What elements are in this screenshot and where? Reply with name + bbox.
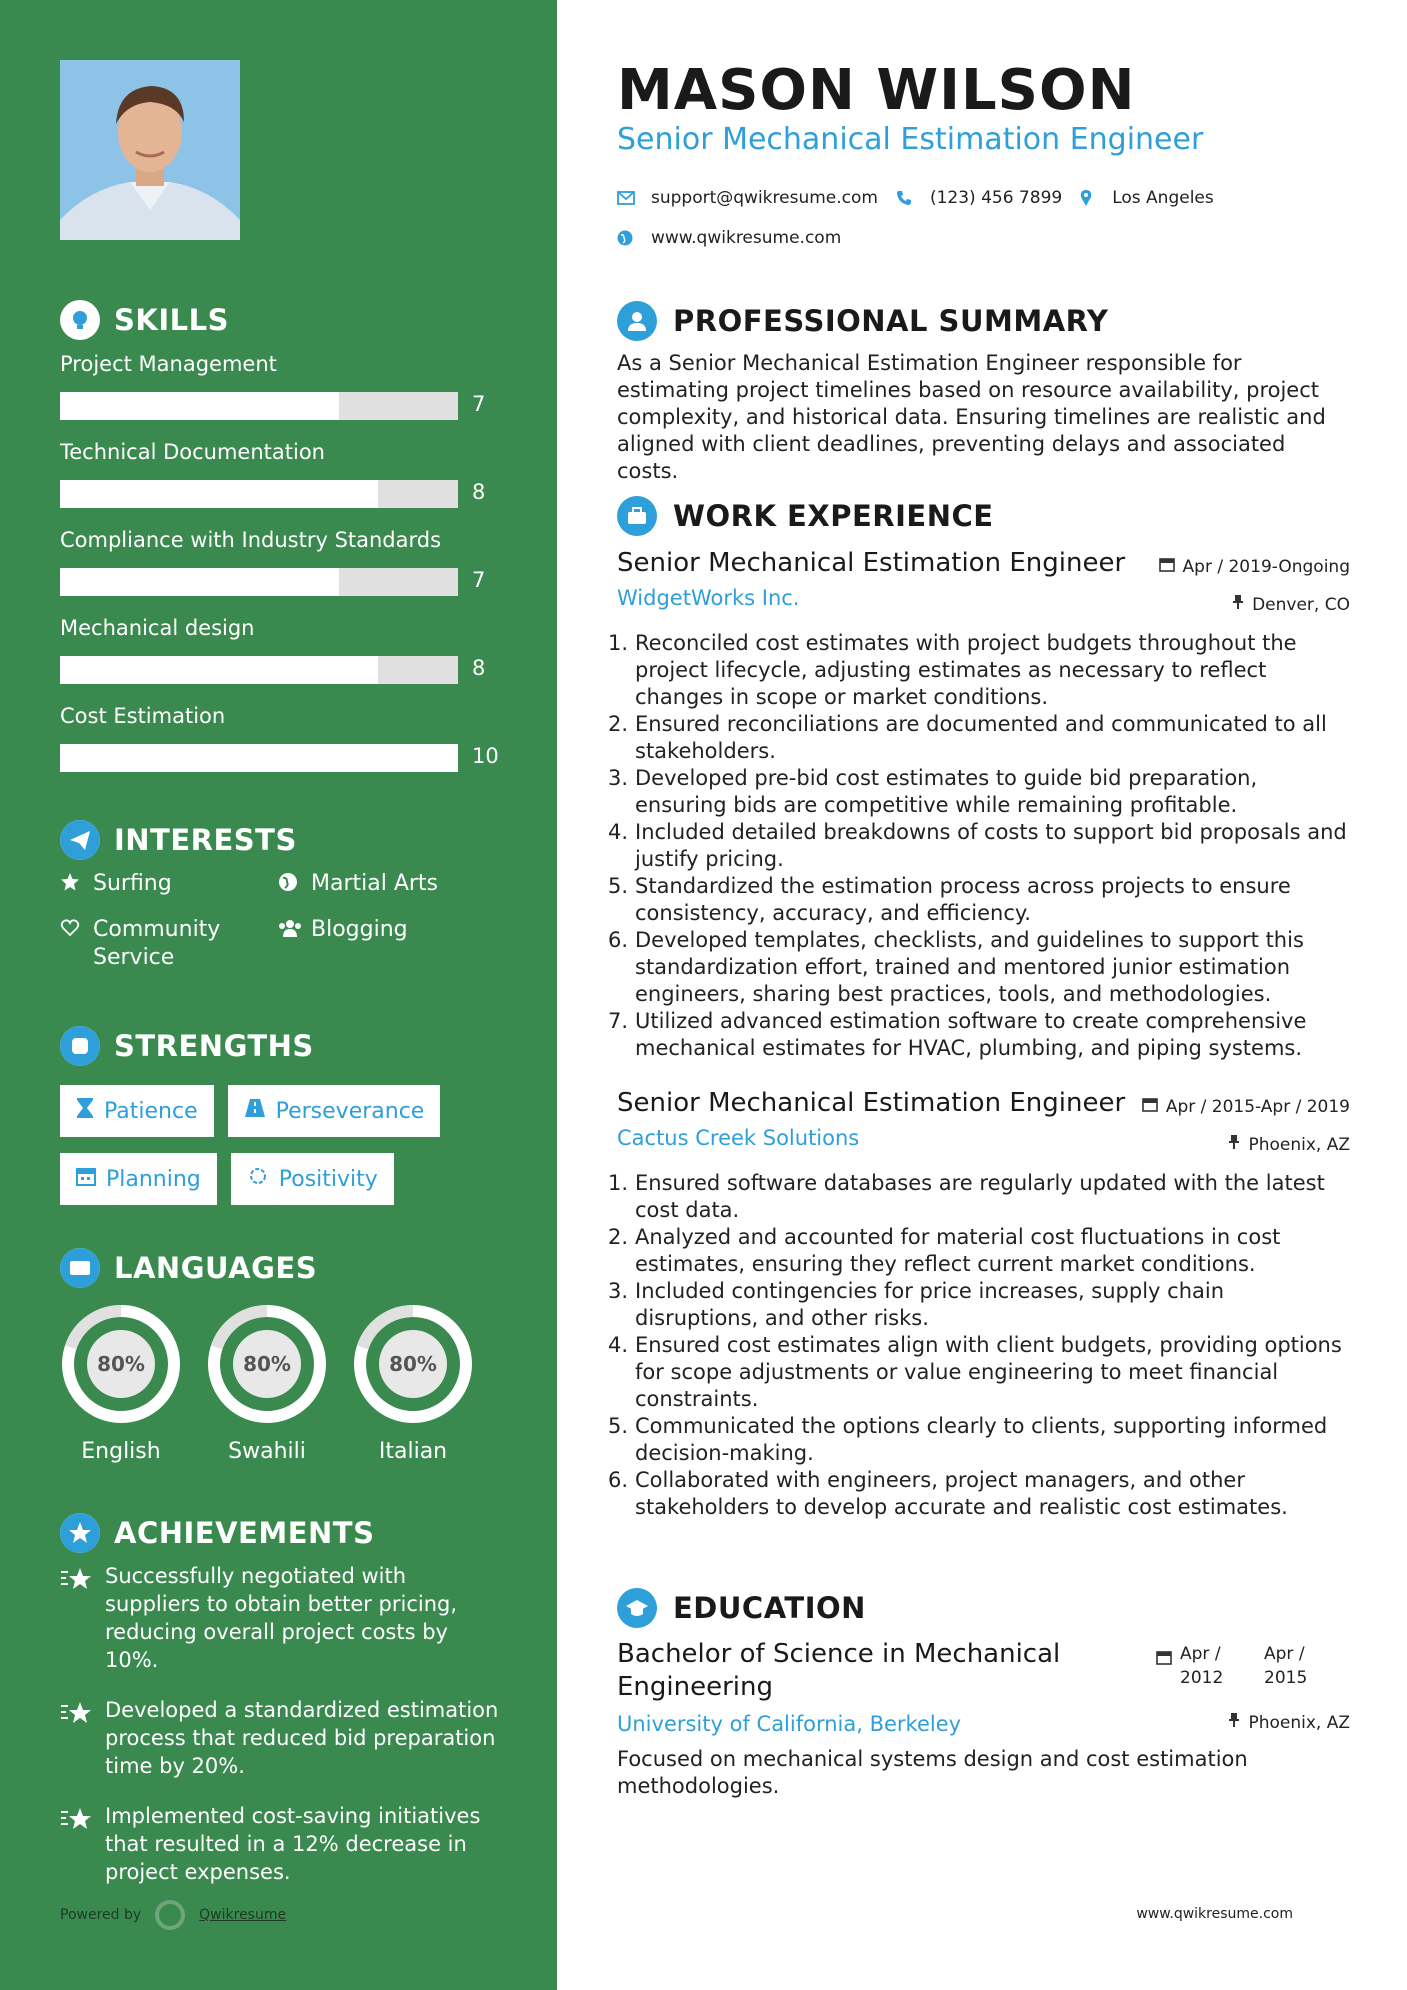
star-icon	[60, 1562, 105, 1674]
language-name: English	[81, 1439, 161, 1464]
users-icon	[278, 916, 311, 938]
strength-chip	[228, 1085, 441, 1137]
list-item: Included detailed breakdowns of costs to support bid proposals and justify pricing.	[635, 820, 1347, 871]
star-icon	[60, 1802, 105, 1886]
list-item: Ensured cost estimates align with client budgets, providing options for scope adjustments or value engineering to meet financial constraints.	[635, 1333, 1342, 1411]
interest-label: Martial Arts	[311, 871, 439, 896]
list-item: Collaborated with engineers, project managers, and other stakeholders to develop accurate and realistic cost estimates.	[635, 1468, 1288, 1519]
education-location: Phoenix, AZ	[1228, 1712, 1350, 1733]
strengths-row	[60, 1085, 490, 1137]
sidebar	[0, 0, 557, 1990]
skill-bar	[60, 656, 458, 684]
candidate-name: MASON WILSON	[617, 58, 1136, 123]
language-ring	[206, 1303, 328, 1425]
education-start: Apr / 2012	[1180, 1644, 1224, 1688]
job-responsibilities	[617, 630, 1350, 1062]
interest-label: Surfing	[93, 871, 172, 896]
job-title: Senior Mechanical Estimation Engineer	[617, 548, 1126, 578]
skill-bar	[60, 744, 458, 772]
job-title: Senior Mechanical Estimation Engineer	[617, 1088, 1126, 1118]
globe-icon	[278, 870, 311, 892]
road-icon	[244, 1098, 266, 1124]
strengths-row	[60, 1153, 490, 1205]
job-dates: Apr / 2019-Ongoing	[1159, 556, 1350, 577]
achievement-item	[60, 1802, 500, 1886]
skill-item	[60, 704, 500, 792]
website-contact[interactable]: www.qwikresume.com	[617, 228, 841, 248]
skills-heading: SKILLS	[60, 300, 229, 340]
skill-name: Cost Estimation	[60, 704, 226, 728]
achievement-item	[60, 1562, 500, 1674]
language-item	[206, 1303, 328, 1464]
skill-value: 7	[472, 568, 486, 592]
map-pin-icon	[1080, 189, 1112, 207]
phone-contact[interactable]: (123) 456 7899	[896, 188, 1062, 208]
education-description: Focused on mechanical systems design and cost estimation methodologies.	[617, 1747, 1248, 1798]
language-name: Italian	[378, 1439, 448, 1464]
job-entry	[617, 1088, 1350, 1521]
list-item: Standardized the estimation process across projects to ensure consistency, accuracy, and efficiency.	[635, 874, 1291, 925]
interest-item	[60, 916, 278, 972]
language-ring	[60, 1303, 182, 1425]
languages-heading: LANGUAGES	[60, 1248, 317, 1288]
list-item: Developed pre-bid cost estimates to guide bid preparation, ensuring bids are competitive while remaining profitable.	[635, 766, 1258, 817]
interest-label: Community Service	[93, 917, 221, 970]
list-item: Included contingencies for price increases, supply chain disruptions, and other risks.	[635, 1279, 1225, 1330]
skill-value: 8	[472, 656, 486, 680]
achievements-list	[60, 1562, 500, 1908]
skill-value: 7	[472, 392, 486, 416]
interest-item	[278, 870, 496, 898]
achievement-text: Successfully negotiated with suppliers to obtain better pricing, reducing overall project costs by 10%.	[105, 1564, 458, 1672]
strength-chip	[231, 1153, 394, 1205]
job-location: Phoenix, AZ	[1228, 1134, 1350, 1155]
pin-icon	[1228, 1712, 1240, 1733]
language-percent: 80%	[97, 1352, 145, 1376]
strength-chip	[60, 1153, 217, 1205]
candidate-title: Senior Mechanical Estimation Engineer	[617, 122, 1204, 157]
calendar-icon	[1142, 1096, 1158, 1117]
strength-chip	[60, 1085, 214, 1137]
job-entry	[617, 548, 1350, 1062]
globe-icon	[617, 230, 651, 246]
strength-label: Positivity	[278, 1166, 378, 1192]
language-percent: 80%	[389, 1352, 437, 1376]
degree: Bachelor of Science in Mechanical Engineering	[617, 1639, 1061, 1702]
skill-bar-fill	[60, 392, 339, 420]
star-icon	[60, 1696, 105, 1780]
language-item	[352, 1303, 474, 1464]
contact-info	[617, 178, 1232, 258]
strengths-heading: STRENGTHS	[60, 1026, 314, 1066]
achievement-item	[60, 1696, 500, 1780]
job-dates: Apr / 2015-Apr / 2019	[1142, 1096, 1350, 1117]
skill-item	[60, 352, 500, 440]
calendar-icon	[76, 1166, 96, 1192]
school-name: University of California, Berkeley	[617, 1712, 962, 1736]
skill-bar	[60, 480, 458, 508]
strength-label: Planning	[106, 1166, 201, 1192]
skill-value: 8	[472, 480, 486, 504]
skill-name: Technical Documentation	[60, 440, 325, 464]
interests-heading: INTERESTS	[60, 820, 297, 860]
skill-bar-fill	[60, 568, 339, 596]
languages-list	[60, 1303, 500, 1464]
strengths-list	[60, 1085, 490, 1221]
job-location: Denver, CO	[1232, 594, 1350, 615]
language-ring	[352, 1303, 474, 1425]
lightbulb-icon	[60, 300, 100, 340]
job-company-row	[617, 586, 1350, 615]
language-percent: 80%	[243, 1352, 291, 1376]
briefcase-icon	[617, 496, 657, 536]
interest-item	[278, 916, 496, 972]
list-item: Ensured software databases are regularly updated with the latest cost data.	[635, 1171, 1325, 1222]
language-item	[60, 1303, 182, 1464]
education-entry	[617, 1638, 1350, 1800]
hourglass-icon	[76, 1097, 94, 1125]
graduation-icon	[617, 1588, 657, 1628]
summary-heading: PROFESSIONAL SUMMARY	[617, 301, 1108, 341]
education-heading: EDUCATION	[617, 1588, 866, 1628]
list-item: Developed templates, checklists, and guidelines to support this standardization effort, trained and mentored junior estimation engineers, sharing best practices, tools, and methodologies.	[635, 928, 1304, 1006]
work-experience-heading: WORK EXPERIENCE	[617, 496, 994, 536]
pin-icon	[1228, 1134, 1240, 1155]
pin-icon	[1232, 594, 1244, 615]
list-item: Utilized advanced estimation software to create comprehensive mechanical estimates for HVAC, plumbing, and piping systems.	[635, 1009, 1307, 1060]
translate-icon	[60, 1248, 100, 1288]
job-responsibilities	[617, 1170, 1350, 1521]
skill-bar-fill	[60, 480, 378, 508]
achievement-text: Implemented cost-saving initiatives that resulted in a 12% decrease in project expenses.	[105, 1804, 481, 1884]
profile-photo	[60, 60, 240, 240]
heart-icon	[60, 916, 93, 938]
list-item: Communicated the options clearly to clients, supporting informed decision-making.	[635, 1414, 1328, 1465]
education-dates	[1156, 1642, 1320, 1690]
sun-icon	[247, 1165, 269, 1193]
star-icon	[60, 870, 93, 892]
skill-item	[60, 616, 500, 704]
skill-value: 10	[472, 744, 499, 768]
strength-label: Patience	[104, 1098, 198, 1124]
company-name: Cactus Creek Solutions	[617, 1126, 860, 1150]
location-contact: Los Angeles	[1080, 188, 1214, 208]
skill-name: Project Management	[60, 352, 277, 376]
powered-by: Powered by Qwikresume	[60, 1900, 286, 1930]
list-item: Reconciled cost estimates with project budgets throughout the project lifecycle, adjusting estimates as necessary to reflect changes in scope or market conditions.	[635, 631, 1297, 709]
calendar-icon	[1159, 556, 1175, 577]
skills-list	[60, 352, 500, 792]
list-item: Analyzed and accounted for material cost fluctuations in cost estimates, ensuring they reflect current market conditions.	[635, 1225, 1281, 1276]
skill-bar-fill	[60, 744, 458, 772]
skill-name: Compliance with Industry Standards	[60, 528, 442, 552]
skill-bar-fill	[60, 656, 378, 684]
calendar-icon	[1156, 1642, 1172, 1672]
skill-name: Mechanical design	[60, 616, 255, 640]
email-contact[interactable]: support@qwikresume.com	[617, 188, 878, 208]
interest-label: Blogging	[311, 917, 408, 942]
skill-item	[60, 528, 500, 616]
achievements-heading: ACHIEVEMENTS	[60, 1513, 374, 1553]
strength-label: Perseverance	[275, 1098, 425, 1124]
list-item: Ensured reconciliations are documented and communicated to all stakeholders.	[635, 712, 1327, 763]
skill-bar	[60, 392, 458, 420]
paper-plane-icon	[60, 820, 100, 860]
achievement-text: Developed a standardized estimation process that reduced bid preparation time by 20%.	[105, 1698, 499, 1778]
education-end: Apr / 2015	[1264, 1644, 1308, 1688]
company-name: WidgetWorks Inc.	[617, 586, 800, 610]
phone-icon	[896, 190, 930, 206]
language-name: Swahili	[228, 1439, 306, 1464]
job-company-row	[617, 1126, 1350, 1155]
qwikresume-link[interactable]: Qwikresume	[199, 1907, 287, 1923]
footer-website[interactable]: www.qwikresume.com	[1136, 1906, 1293, 1922]
skill-bar	[60, 568, 458, 596]
interests-list	[60, 870, 500, 972]
star-badge-icon	[60, 1513, 100, 1553]
user-icon	[617, 301, 657, 341]
envelope-icon	[617, 191, 651, 205]
qwikresume-logo-icon	[155, 1900, 185, 1930]
interest-item	[60, 870, 278, 898]
summary-text: As a Senior Mechanical Estimation Engineer responsible for estimating project timelines based on resource availability, project complexity, and historical data. Ensuring timelines are realistic and aligned with client deadlines, preventing delays and associated costs.	[617, 351, 1326, 483]
skill-item	[60, 440, 500, 528]
fist-icon	[60, 1026, 100, 1066]
